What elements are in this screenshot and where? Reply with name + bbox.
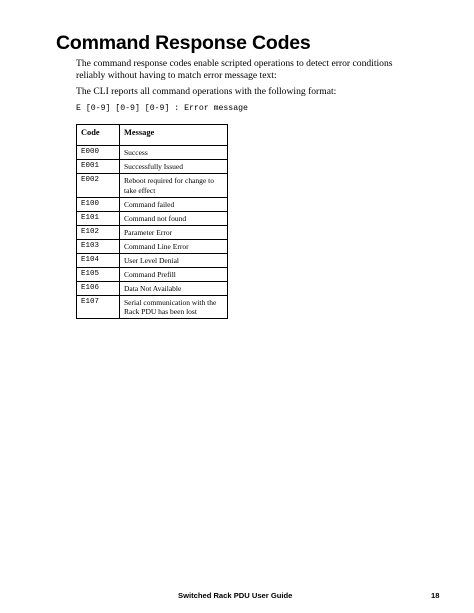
footer-page-number: 18 — [431, 591, 440, 600]
table-row — [77, 267, 228, 281]
code-cell: E103 — [77, 239, 120, 253]
code-cell: E106 — [77, 281, 120, 295]
message-cell: Reboot required for change to take effect — [120, 174, 228, 198]
response-codes-table — [76, 124, 228, 319]
code-cell: E001 — [77, 160, 120, 174]
code-cell: E102 — [77, 225, 120, 239]
table-row — [77, 295, 228, 319]
footer-document-title: Switched Rack PDU User Guide — [178, 591, 293, 600]
code-cell: E107 — [77, 295, 120, 319]
code-cell: E105 — [77, 267, 120, 281]
message-cell: Data Not Available — [120, 281, 228, 295]
table-row — [77, 197, 228, 211]
table-row — [77, 174, 228, 198]
table-row — [77, 225, 228, 239]
code-cell: E104 — [77, 253, 120, 267]
message-cell: Command Prefill — [120, 267, 228, 281]
column-header-code: Code — [77, 125, 120, 146]
code-cell: E100 — [77, 197, 120, 211]
code-cell: E101 — [77, 211, 120, 225]
table-row — [77, 211, 228, 225]
error-format-syntax: E [0-9] [0-9] [0-9] : Error message — [76, 104, 248, 113]
code-cell: E002 — [77, 174, 120, 198]
table-row — [77, 281, 228, 295]
column-header-message: Message — [120, 125, 228, 146]
cli-format-description: The CLI reports all command operations with the following format: — [76, 86, 337, 97]
message-cell: Command Line Error — [120, 239, 228, 253]
table-row — [77, 160, 228, 174]
message-cell: Success — [120, 146, 228, 160]
message-cell: Command not found — [120, 211, 228, 225]
table-row — [77, 239, 228, 253]
code-cell: E000 — [77, 146, 120, 160]
page-title: Command Response Codes — [56, 32, 311, 54]
message-cell: Parameter Error — [120, 225, 228, 239]
table-row — [77, 253, 228, 267]
table-header-row — [77, 125, 228, 146]
message-cell: Serial communication with the Rack PDU has been lost — [120, 295, 228, 319]
message-cell: Command failed — [120, 197, 228, 211]
message-cell: User Level Denial — [120, 253, 228, 267]
intro-paragraph: The command response codes enable scripted operations to detect error conditions reliably without having to match error message text: — [76, 58, 393, 81]
table-row — [77, 146, 228, 160]
message-cell: Successfully Issued — [120, 160, 228, 174]
